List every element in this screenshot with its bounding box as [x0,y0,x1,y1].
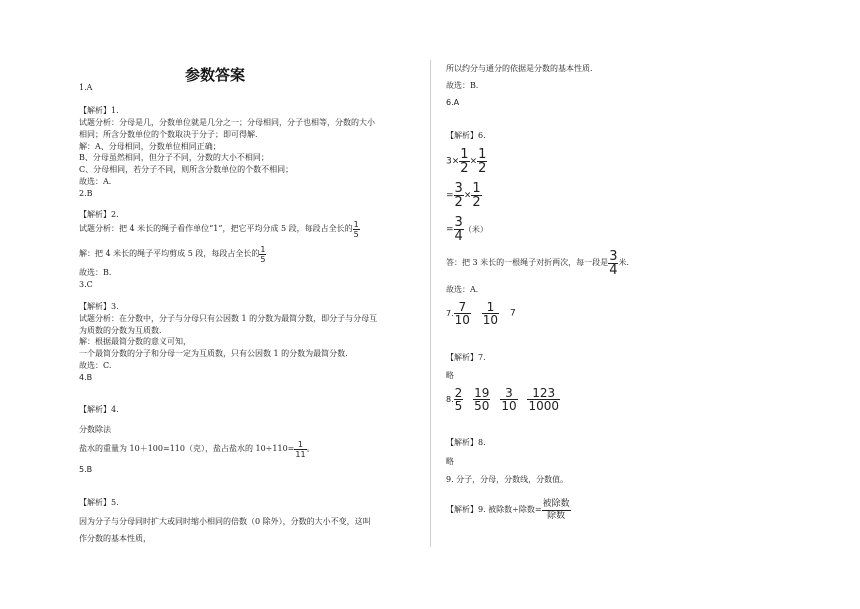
analysis-3-heading: 【解析】3. [79,302,119,311]
analysis-2-line [79,244,266,264]
analysis-4-text: 盐水的重量为 10＋100=110（克），盐占盐水的 10÷110= [79,444,295,453]
analysis-6-heading: 【解析】6. [446,131,486,140]
fraction: $\frac{1}{2}$ [478,147,487,176]
analysis-8-heading: 【解析】8. [446,438,486,447]
fraction-dividend-divisor: $\frac{\text{被除数}}{\text{除数}}$ [542,498,570,521]
analysis-1-line: C、分母相同，若分子不同，则所含分数单位的个数不相同； [79,165,294,174]
fraction: $\frac{123}{1000}$ [528,386,560,413]
analysis-3-line: 试题分析：在分数中，分子与分母只有公因数 1 的分数为最简分数，即分子与分母互 [79,314,378,323]
analysis-4-line: 盐水的重量为 10＋100=110（克），盐占盐水的 10÷110= $\frac{1}{11}$ 。 [79,439,315,459]
fraction: $\frac{3}{2}$ [454,181,463,210]
fraction-three-quarters: $\frac{3}{4}$ [609,248,618,278]
analysis-3-line: 故选：C. [79,361,112,370]
fraction: $\frac{1}{2}$ [460,147,469,176]
analysis-2-line: 故选：B. [79,268,112,277]
analysis-1-line: 相同；所含分数单位的个数取决于分子；即可得解. [79,130,258,139]
analysis-9-text: 【解析】9. 被除数÷除数= [446,505,542,514]
analysis-5-line: 作分数的基本性质， [79,534,151,543]
analysis-2-text: 解：把 4 米长的绳子平均剪成 5 段，每段占全长的 [79,249,260,258]
fraction-one-fifth: $\frac{1}{5}$ [260,244,266,264]
analysis-2-line [79,219,360,239]
answer-1: 1.A [79,83,93,92]
answer-6-text: 答：把 3 米长的一根绳子对折两次，每一段是 [446,258,609,267]
analysis-5-line: 故选：B． [446,81,484,90]
answer-6: 6.A [446,98,460,107]
analysis-1-line: B、分母虽然相同，但分子不同，分数的大小不相同； [79,153,269,162]
fraction: $\frac{7}{10}$ [454,300,470,327]
analysis-5-line: 因为分子与分母同时扩大或同时缩小相同的倍数（0 除外），分数的大小不变，这叫 [79,517,371,526]
answer-6-statement: 答：把 3 米长的一根绳子对折两次，每一段是 $\frac{3}{4}$ 米． [446,248,635,278]
analysis-7-heading: 【解析】7. [446,353,486,362]
fraction: $\frac{19}{50}$ [474,386,490,413]
fraction: $\frac{1}{10}$ [482,300,499,327]
analysis-1-line: 故选：A. [79,177,112,186]
equation-line-1: 3× $\frac{1}{2}$ × $\frac{1}{2}$ [446,147,487,176]
page-title: 参数答案 [184,66,245,84]
equation-line-2: = $\frac{3}{2}$ × $\frac{1}{2}$ [446,181,481,210]
fraction-one-fifth: $\frac{1}{5}$ [353,219,359,239]
analysis-4-line: 分数除法 [79,425,111,434]
column-divider [430,60,431,547]
analysis-1-heading: 【解析】1. [79,106,119,115]
answer-5: 5.B [79,465,93,474]
analysis-3-line: 一个最简分数的分子和分母一定为互质数，只有公因数 1 的分数为最简分数. [79,349,348,358]
equation-line-3: = $\frac{3}{4}$ （米） [446,215,488,244]
analysis-5-line: 所以约分与通分的依据是分数的基本性质． [446,64,598,73]
answer-3: 3.C [79,280,93,289]
analysis-6-line: 故选：A． [446,285,484,294]
analysis-2-text: 试题分析：把 4 米长的绳子看作单位“1”，把它平均分成 5 段，每段占全长的 [79,224,353,233]
analysis-2-heading: 【解析】2. [79,210,119,219]
analysis-1-line: 试题分析：分母是几，分数单位就是几分之一；分母相同，分子也相等，分数的大小 [79,118,375,127]
answer-4: 4.B [79,373,93,382]
fraction: $\frac{3}{4}$ [454,215,463,244]
analysis-3-line: 解：根据最简分数的意义可知， [79,337,191,346]
analysis-1-line: 解：A、分母相同，分数单位相同正确； [79,142,221,151]
fraction: $\frac{2}{5}$ [454,386,463,413]
fraction-one-eleventh: $\frac{1}{11}$ [295,439,306,459]
answer-2: 2.B [79,189,93,198]
analysis-7-line: 略 [446,371,454,380]
analysis-4-heading: 【解析】4. [79,405,119,414]
fraction: $\frac{1}{2}$ [472,181,481,210]
answer-7: 7. $\frac{7}{10}$ $\frac{1}{10}$ 7 [446,300,516,327]
analysis-8-line: 略 [446,457,454,466]
analysis-5-heading: 【解析】5. [79,498,119,507]
answer-8: 8. $\frac{2}{5}$ $\frac{19}{50}$ $\frac{3}{10}$ $\frac{123}{1000}$ [446,386,560,413]
answer-9: 9. 分子，分母，分数线，分数值。 [446,475,569,484]
analysis-9-line [446,497,571,523]
analysis-3-line: 为质数的分数为互质数. [79,326,162,335]
fraction: $\frac{3}{10}$ [501,386,517,413]
